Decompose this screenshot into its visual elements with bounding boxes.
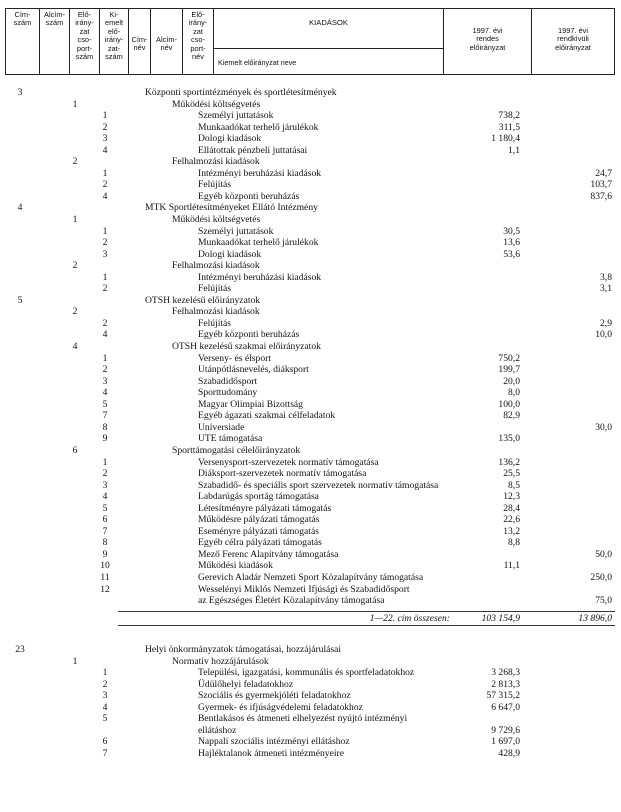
row-label: Szociális és gyermekjóléti feladatokhoz bbox=[198, 690, 351, 702]
row-label: Működési kiadások bbox=[198, 560, 273, 572]
row-number: 1 bbox=[72, 655, 78, 667]
header-cimnev: Cím- név bbox=[129, 9, 151, 74]
value-rendes: 8,8 bbox=[508, 537, 520, 549]
row-number: 6 bbox=[72, 444, 78, 456]
header-alcimszam: Alcím- szám bbox=[40, 9, 70, 74]
value-rendes: 25,5 bbox=[503, 468, 520, 480]
row-number: 8 bbox=[102, 537, 108, 549]
table-row bbox=[0, 283, 621, 295]
row-number: 2 bbox=[102, 283, 108, 295]
row-number: 2 bbox=[102, 317, 108, 329]
row-number: 5 bbox=[102, 713, 108, 725]
row-label: MTK Sportlétesítményeket Ellátó Intézmény bbox=[145, 202, 318, 214]
row-number: 1 bbox=[102, 352, 108, 364]
row-label: Nappali szociális intézményi ellátáshoz bbox=[198, 736, 350, 748]
row-label: Személyi juttatások bbox=[198, 110, 274, 122]
total-separator bbox=[118, 611, 615, 612]
row-number: 2 bbox=[102, 364, 108, 376]
value-rendkivuli: 30,0 bbox=[595, 421, 612, 433]
header-rendes-eloiranyzat: 1997. évi rendes előirányzat bbox=[444, 9, 532, 74]
row-label: Gyermek- és ifjúságvédelemi feladatokhoz bbox=[198, 701, 363, 713]
table-row bbox=[0, 168, 621, 180]
row-label: Szabadidő- és speciális sport szervezetek normatív támogatása bbox=[198, 479, 439, 491]
table-row bbox=[0, 376, 621, 388]
table-row bbox=[0, 133, 621, 145]
row-label: Sporttudomány bbox=[198, 387, 258, 399]
table-row bbox=[0, 410, 621, 422]
row-number: 1 bbox=[102, 110, 108, 122]
table-row bbox=[0, 318, 621, 330]
value-rendes: 2 813,3 bbox=[491, 678, 520, 690]
table-row bbox=[0, 214, 621, 226]
row-number: 5 bbox=[102, 398, 108, 410]
row-label: Felújítás bbox=[198, 179, 232, 191]
value-rendes: 22,6 bbox=[503, 514, 520, 526]
table-row bbox=[0, 249, 621, 261]
value-rendes: 82,9 bbox=[503, 410, 520, 422]
row-label: Diáksport-szervezetek normatív támogatása bbox=[198, 468, 367, 480]
value-rendes: 9 729,6 bbox=[491, 724, 520, 736]
value-rendes: 8,5 bbox=[508, 479, 520, 491]
value-rendes: 20,0 bbox=[503, 375, 520, 387]
table-row bbox=[0, 329, 621, 341]
row-label: Felhalmozási kiadások bbox=[172, 306, 260, 318]
table-row bbox=[0, 690, 621, 702]
table-body bbox=[0, 87, 621, 759]
table-row bbox=[0, 514, 621, 526]
row-number: 2 bbox=[72, 156, 78, 168]
row-label: Központi sportintézmények és sportlétesítmények bbox=[145, 87, 337, 98]
row-number: 3 bbox=[102, 375, 108, 387]
row-number: 1 bbox=[102, 456, 108, 468]
row-number: 1 bbox=[102, 271, 108, 283]
row-label: Egyéb ágazati szakmai célfeladatok bbox=[198, 410, 336, 422]
table-row bbox=[0, 702, 621, 714]
row-number: 4 bbox=[102, 190, 108, 202]
table-row bbox=[0, 306, 621, 318]
value-rendkivuli: 3,1 bbox=[600, 283, 612, 295]
row-number: 23 bbox=[15, 644, 25, 656]
header-rendkivuli-eloiranyzat: 1997. évi rendkívüli előirányzat bbox=[555, 26, 591, 52]
total-underline bbox=[118, 625, 615, 626]
table-row bbox=[0, 341, 621, 353]
row-label: Eseményre pályázati támogatás bbox=[198, 525, 319, 537]
row-label: Létesítményre pályázati támogatás bbox=[198, 502, 332, 514]
table-header bbox=[5, 8, 615, 75]
table-row bbox=[0, 145, 621, 157]
row-label: Utánpótlásnevelés, diáksport bbox=[198, 364, 309, 376]
value-rendes: 30,5 bbox=[503, 225, 520, 237]
row-label: Egyéb központi beruházás bbox=[198, 190, 300, 202]
table-row bbox=[0, 644, 621, 656]
row-number: 2 bbox=[102, 678, 108, 690]
value-rendes: 8,0 bbox=[508, 387, 520, 399]
row-label: Versenysport-szervezetek normatív támogatása bbox=[198, 456, 379, 468]
table-row bbox=[0, 226, 621, 238]
row-label: Felhalmozási kiadások bbox=[172, 156, 260, 168]
row-label: Felújítás bbox=[198, 317, 232, 329]
row-label: Verseny- és élsport bbox=[198, 352, 271, 364]
table-row bbox=[0, 272, 621, 284]
row-number: 5 bbox=[17, 294, 23, 306]
table-row bbox=[0, 122, 621, 134]
row-number: 2 bbox=[102, 468, 108, 480]
row-label: Bentlakásos és átmeneti elhelyezést nyújtó intézményi ellátáshoz bbox=[198, 713, 408, 736]
value-rendes: 13,2 bbox=[503, 525, 520, 537]
value-rendes: 1,1 bbox=[508, 144, 520, 156]
table-row bbox=[0, 179, 621, 191]
table-row bbox=[0, 422, 621, 434]
row-label: Felhalmozási kiadások bbox=[172, 260, 260, 272]
row-label: Üdülőhelyi feladatokhoz bbox=[198, 678, 294, 690]
row-label: Személyi juttatások bbox=[198, 225, 274, 237]
table-row bbox=[0, 537, 621, 549]
value-rendkivuli: 75,0 bbox=[595, 595, 612, 607]
table-row bbox=[0, 295, 621, 307]
row-label: Intézményi beruházási kiadások bbox=[198, 167, 322, 179]
row-number: 1 bbox=[72, 98, 78, 110]
table-row bbox=[0, 457, 621, 469]
row-number: 1 bbox=[102, 225, 108, 237]
row-number: 10 bbox=[100, 560, 110, 572]
row-label: Ellátottak pénzbeli juttatásai bbox=[198, 144, 308, 156]
row-label: Mező Ferenc Alapítvány támogatása bbox=[198, 548, 339, 560]
row-number: 4 bbox=[102, 701, 108, 713]
row-label: Működési költségvetés bbox=[172, 214, 261, 226]
value-rendes: 738,2 bbox=[498, 110, 520, 122]
row-label: Helyi önkormányzatok támogatásai, hozzájárulásai bbox=[145, 644, 342, 656]
row-label: Universiade bbox=[198, 421, 245, 433]
value-rendkivuli: 50,0 bbox=[595, 548, 612, 560]
table-row bbox=[0, 364, 621, 376]
table-row bbox=[0, 736, 621, 748]
row-number: 4 bbox=[102, 491, 108, 503]
value-rendes: 57 315,2 bbox=[486, 690, 520, 702]
row-number: 4 bbox=[102, 329, 108, 341]
value-rendes: 1 180,4 bbox=[491, 133, 520, 145]
row-label: Egyéb célra pályázati támogatás bbox=[198, 537, 322, 549]
row-number: 4 bbox=[17, 202, 23, 214]
table-row bbox=[0, 110, 621, 122]
row-label: Munkaadókat terhelő járulékok bbox=[198, 237, 319, 249]
table-row bbox=[0, 503, 621, 515]
table-row bbox=[0, 433, 621, 445]
value-rendes: 3 268,3 bbox=[491, 667, 520, 679]
value-rendes: 750,2 bbox=[498, 352, 520, 364]
header-eloiranyzat-csoport-nev: Elő- irány- zat cso- port- név bbox=[183, 9, 214, 74]
total-rendes: 103 154,9 bbox=[481, 612, 520, 624]
table-row bbox=[0, 260, 621, 272]
value-rendkivuli: 24,7 bbox=[595, 167, 612, 179]
row-number: 6 bbox=[102, 514, 108, 526]
row-number: 11 bbox=[100, 571, 110, 583]
table-row bbox=[0, 99, 621, 111]
value-rendkivuli: 2,9 bbox=[600, 317, 612, 329]
table-row bbox=[0, 191, 621, 203]
row-label: Szabadidősport bbox=[198, 375, 258, 387]
value-rendes: 199,7 bbox=[498, 364, 520, 376]
row-label: Hajléktalanok átmeneti intézményeire bbox=[198, 747, 344, 759]
table-row bbox=[0, 87, 621, 99]
value-rendes: 136,2 bbox=[498, 456, 520, 468]
value-rendes: 135,0 bbox=[498, 433, 520, 445]
value-rendes: 428,9 bbox=[498, 747, 520, 759]
row-label: UTE támogatása bbox=[198, 433, 263, 445]
value-rendes: 53,6 bbox=[503, 248, 520, 260]
total-row bbox=[0, 613, 621, 625]
table-row bbox=[0, 353, 621, 365]
row-number: 1 bbox=[102, 167, 108, 179]
row-label: OTSH kezelésű szakmai előirányzatok bbox=[172, 341, 321, 353]
row-number: 4 bbox=[72, 341, 78, 353]
row-label: Dologi kiadások bbox=[198, 133, 262, 145]
row-label: Intézményi beruházási kiadások bbox=[198, 271, 322, 283]
row-number: 7 bbox=[102, 410, 108, 422]
header-alcimnev: Alcím- név bbox=[151, 9, 183, 74]
table-row bbox=[0, 156, 621, 168]
value-rendkivuli: 103,7 bbox=[590, 179, 612, 191]
row-number: 2 bbox=[102, 237, 108, 249]
header-kiadasok bbox=[214, 9, 444, 74]
table-row bbox=[0, 445, 621, 457]
table-row bbox=[0, 560, 621, 572]
row-number: 2 bbox=[102, 121, 108, 133]
row-number: 1 bbox=[102, 667, 108, 679]
table-row bbox=[0, 549, 621, 561]
row-number: 2 bbox=[102, 179, 108, 191]
row-label: Wesselényi Miklós Nemzeti Ifjúsági és Szabadidősport az Egészséges Életért Közalapítvány támogatása bbox=[198, 583, 410, 607]
table-row bbox=[0, 584, 621, 607]
row-number: 4 bbox=[102, 144, 108, 156]
row-label: Magyar Olimpiai Bizottság bbox=[198, 398, 303, 410]
table-row bbox=[0, 491, 621, 503]
row-label: Dologi kiadások bbox=[198, 248, 262, 260]
row-label: Működésre pályázati támogatás bbox=[198, 514, 320, 526]
row-number: 3 bbox=[17, 87, 23, 98]
row-number: 8 bbox=[102, 421, 108, 433]
table-row bbox=[0, 468, 621, 480]
row-number: 12 bbox=[100, 583, 110, 595]
value-rendes: 28,4 bbox=[503, 502, 520, 514]
table-row bbox=[0, 572, 621, 584]
row-number: 7 bbox=[102, 525, 108, 537]
row-number: 7 bbox=[102, 747, 108, 759]
value-rendes: 1 697,0 bbox=[491, 736, 520, 748]
row-label: Települési, igazgatási, kommunális és sportfeladatokhoz bbox=[198, 667, 415, 679]
total-label: 1—22. cím összesen: bbox=[369, 612, 450, 624]
table-row bbox=[0, 748, 621, 760]
table-row bbox=[0, 667, 621, 679]
table-row bbox=[0, 387, 621, 399]
row-label: Sporttámogatási célelőirányzatok bbox=[172, 444, 301, 456]
table-row bbox=[0, 656, 621, 668]
row-number: 5 bbox=[102, 502, 108, 514]
row-number: 3 bbox=[102, 479, 108, 491]
row-label: Egyéb központi beruházás bbox=[198, 329, 300, 341]
value-rendkivuli: 250,0 bbox=[590, 571, 612, 583]
row-number: 2 bbox=[72, 260, 78, 272]
value-rendkivuli: 10,0 bbox=[595, 329, 612, 341]
table-row bbox=[0, 202, 621, 214]
table-row bbox=[0, 480, 621, 492]
header-kiadasok-title: KIADÁSOK bbox=[214, 9, 443, 49]
value-rendes: 6 647,0 bbox=[491, 701, 520, 713]
value-rendkivuli: 837,6 bbox=[590, 190, 612, 202]
row-label: Felújítás bbox=[198, 283, 232, 295]
row-number: 6 bbox=[102, 736, 108, 748]
table-row bbox=[0, 679, 621, 691]
row-number: 9 bbox=[102, 433, 108, 445]
table-row bbox=[0, 399, 621, 411]
row-label: Munkaadókat terhelő járulékok bbox=[198, 121, 319, 133]
header-kiemelt-eloiranyzat-szam: Ki- emelt elő- irány- zat- szám bbox=[100, 9, 129, 74]
value-rendes: 12,3 bbox=[503, 491, 520, 503]
row-number: 3 bbox=[102, 133, 108, 145]
row-label: Labdarúgás sportág támogatása bbox=[198, 491, 319, 503]
value-rendes: 13,6 bbox=[503, 237, 520, 249]
row-label: Működési költségvetés bbox=[172, 98, 261, 110]
row-label: OTSH kezelésű előirányzatok bbox=[145, 294, 261, 306]
row-number: 3 bbox=[102, 248, 108, 260]
table-row bbox=[0, 526, 621, 538]
row-number: 1 bbox=[72, 214, 78, 226]
row-number: 2 bbox=[72, 306, 78, 318]
row-label: Gerevich Aladár Nemzeti Sport Közalapítvány támogatása bbox=[198, 571, 424, 583]
table-row bbox=[0, 237, 621, 249]
header-kiemelt-nev: Kiemelt előirányzat neve bbox=[218, 58, 297, 67]
value-rendes: 11,1 bbox=[503, 560, 520, 572]
value-rendes: 311,5 bbox=[498, 121, 520, 133]
header-cimszam: Cím- szám bbox=[6, 9, 40, 74]
row-number: 4 bbox=[102, 387, 108, 399]
row-label: Normatív hozzájárulások bbox=[172, 655, 269, 667]
total-rendkivuli: 13 896,0 bbox=[578, 612, 612, 624]
header-eloiranyzat-csoport-szam: Elő- irány- zat cso- port- szám bbox=[70, 9, 100, 74]
table-row bbox=[0, 713, 621, 736]
row-number: 3 bbox=[102, 690, 108, 702]
value-rendes: 100,0 bbox=[498, 398, 520, 410]
row-number: 9 bbox=[102, 548, 108, 560]
value-rendkivuli: 3,8 bbox=[600, 271, 612, 283]
